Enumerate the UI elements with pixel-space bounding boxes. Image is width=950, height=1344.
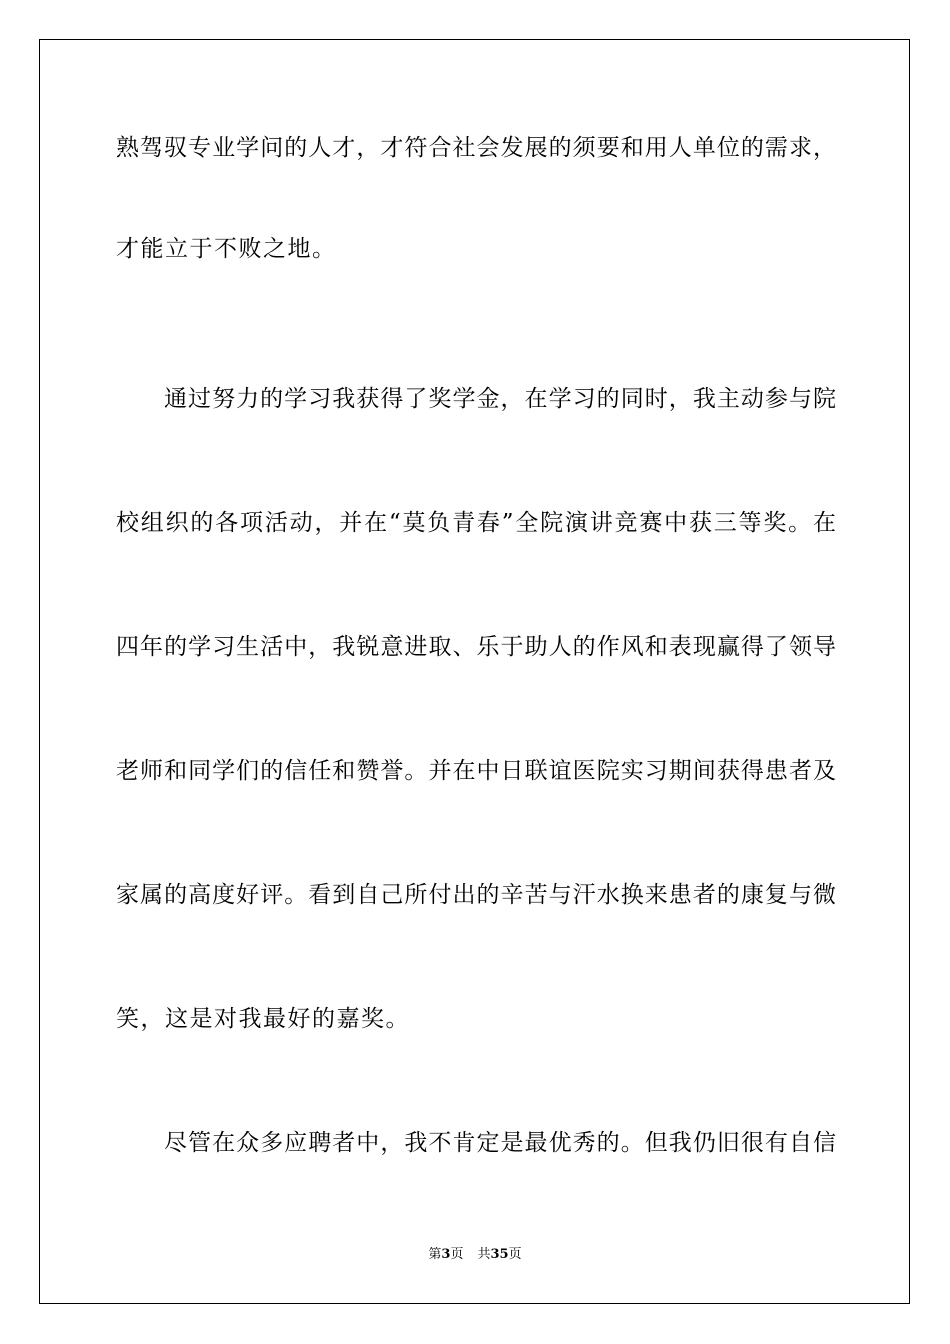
- page-prefix: 第: [428, 1247, 442, 1262]
- total-pages: 35: [490, 1247, 509, 1262]
- text-line: 才能立于不败之地。: [116, 236, 337, 262]
- page-footer: [0, 1245, 950, 1265]
- page-number: 3: [441, 1247, 451, 1262]
- text-line: 家属的高度好评。看到自己所付出的辛苦与汗水换来患者的康复与微: [116, 882, 836, 908]
- text-line: 熟驾驭专业学问的人才，才符合社会发展的须要和用人单位的需求，: [116, 135, 836, 161]
- text-line: 尽管在众多应聘者中，我不肯定是最优秀的。但我仍旧很有自信: [164, 1130, 836, 1156]
- total-prefix: 共: [477, 1247, 491, 1262]
- text-line: 笑，这是对我最好的嘉奖。: [116, 1006, 410, 1032]
- text-line: 通过努力的学习我获得了奖学金，在学习的同时，我主动参与院: [164, 386, 836, 412]
- text-line: 老师和同学们的信任和赞誉。并在中日联谊医院实习期间获得患者及: [116, 758, 836, 784]
- page-suffix: 页: [450, 1247, 464, 1262]
- text-line: 校组织的各项活动，并在“莫负青春”全院演讲竞赛中获三等奖。在: [116, 510, 836, 536]
- text-line: 四年的学习生活中，我锐意进取、乐于助人的作风和表现赢得了领导: [116, 634, 836, 660]
- total-suffix: 页: [508, 1247, 522, 1262]
